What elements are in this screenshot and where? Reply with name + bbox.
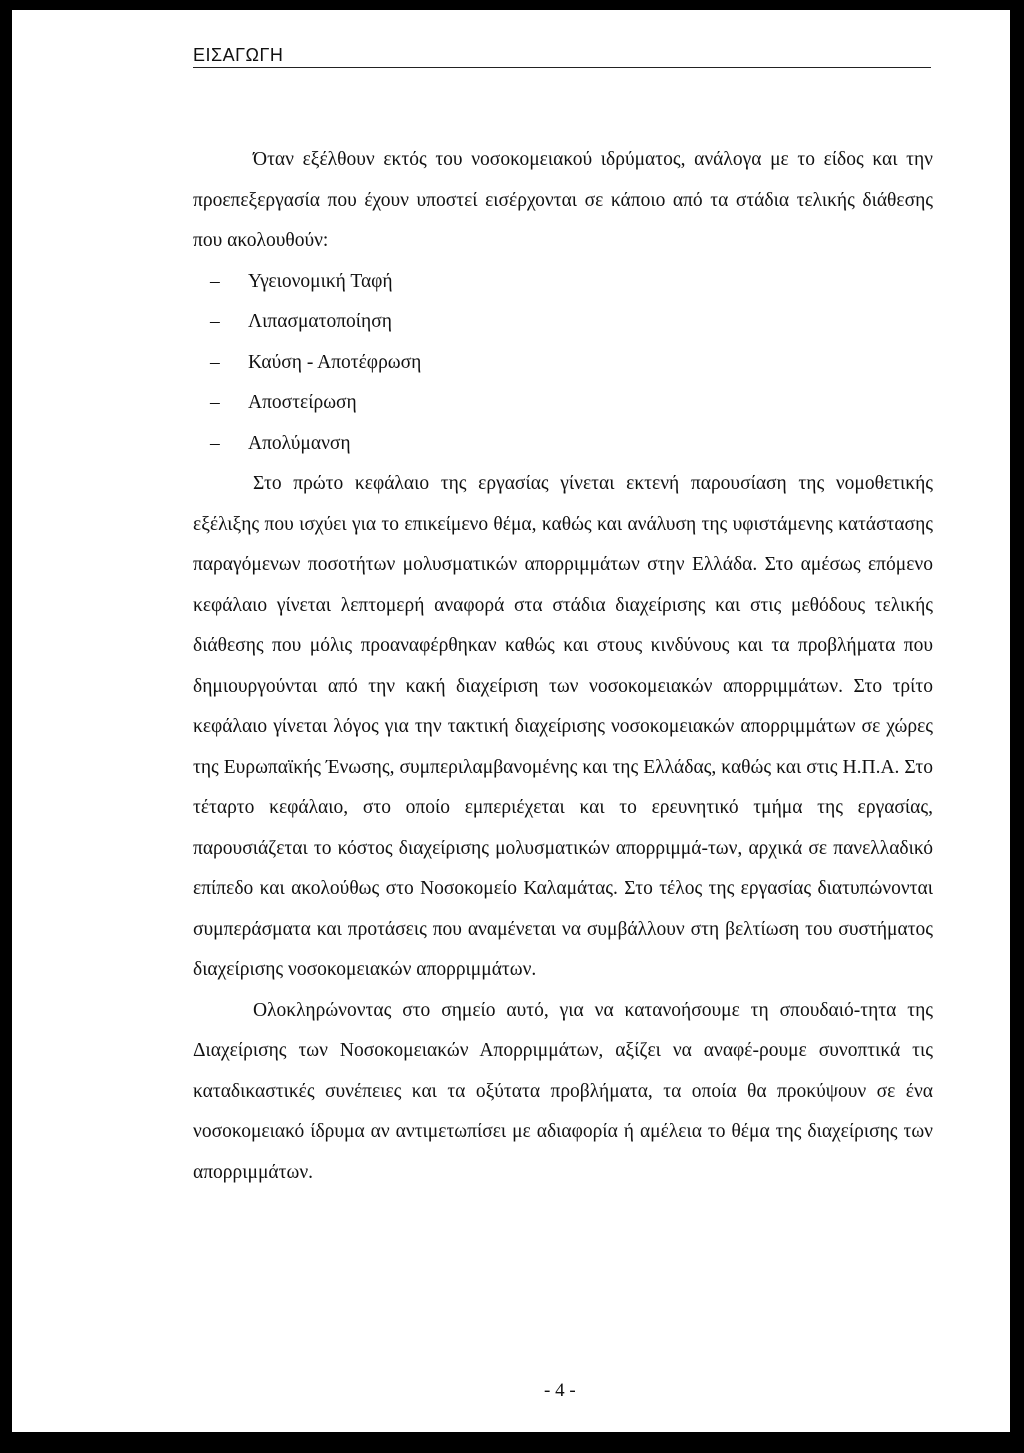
page-number: - 4 -	[544, 1380, 576, 1401]
dash-bullet: –	[210, 270, 220, 292]
dash-bullet: –	[210, 432, 220, 454]
disposal-stages-list	[193, 262, 933, 465]
chapter-title: ΕΙΣΑΓΩΓΗ	[193, 45, 284, 65]
list-item: – Λιπασματοποίηση	[193, 302, 933, 343]
header-rule	[193, 67, 931, 68]
list-item: – Υγειονομική Ταφή	[193, 262, 933, 303]
body-text	[193, 140, 933, 1193]
chapter-header	[193, 40, 933, 80]
list-item: – Απολύμανση	[193, 424, 933, 465]
intro-paragraph: Όταν εξέλθουν εκτός του νοσοκομειακού ιδρύματος, ανάλογα με το είδος και την προεπεξεργασία που έχουν υποστεί εισέρχονται σε κάποιο από τα στάδια τελικής διάθεσης που ακολουθούν:	[193, 149, 933, 251]
dash-bullet: –	[210, 392, 220, 413]
dash-bullet: –	[210, 351, 220, 373]
list-item: – Καύση - Αποτέφρωση	[193, 343, 933, 384]
list-item: – Αποστείρωση	[193, 383, 933, 424]
chapters-summary-paragraph: Στο πρώτο κεφάλαιο της εργασίας γίνεται εκτενή παρουσίαση της νομοθετικής εξέλιξης που ισχύει για το επικείμενο θέμα, καθώς και ανάλυση της υφιστάμενης κατάστασης παραγόμενων ποσοτήτων μολυσματικών απορριμμάτων στην Ελλάδα. Στο αμέσως επόμενο κεφάλαιο γίνεται λεπτομερή αναφορά στα στάδια διαχείρισης και στις μεθόδους τελικής διάθεσης που μόλις προαναφέρθηκαν καθώς και στους κινδύνους και τα προβλήματα που δημιουργούνται από την κακή διαχείριση των νοσοκομειακών απορριμμάτων. Στο τρίτο κεφάλαιο γίνεται λόγος για την τακτική διαχείρισης νοσοκομειακών απορριμμάτων σε χώρες της Ευρωπαϊκής Ένωσης, συμπεριλαμβανομένης και της Ελλάδας, καθώς και στις Η.Π.Α. Στο τέταρτο κεφάλαιο, στο οποίο εμπεριέχεται και το ερευνητικό τμήμα της εργασίας, παρουσιάζεται το κόστος διαχείρισης μολυσματικών απορριμμά-των, αρχικά σε πανελλαδικό επίπεδο και ακολούθως στο Νοσοκομείο Καλαμάτας. Στο τέλος της εργασίας διατυπώνονται συμπεράσματα και προτάσεις που αναμένεται να συμβάλλουν στη βελτίωση του συστήματος διαχείρισης νοσοκομειακών απορριμμάτων.	[193, 473, 933, 980]
closing-paragraph: Ολοκληρώνοντας στο σημείο αυτό, για να κατανοήσουμε τη σπουδαιό-τητα της Διαχείρισης των Νοσοκομειακών Απορριμμάτων, αξίζει να αναφέ-ρουμε συνοπτικά τις καταδικαστικές συνέπειες και τα οξύτατα προβλήματα, τα οποία θα προκύψουν σε ένα νοσοκομειακό ίδρυμα αν αντιμετωπίσει με αδιαφορία ή αμέλεια το θέμα της διαχείρισης των απορριμμάτων.	[193, 999, 933, 1183]
dash-bullet: –	[210, 311, 220, 332]
document-page	[12, 10, 1010, 1432]
